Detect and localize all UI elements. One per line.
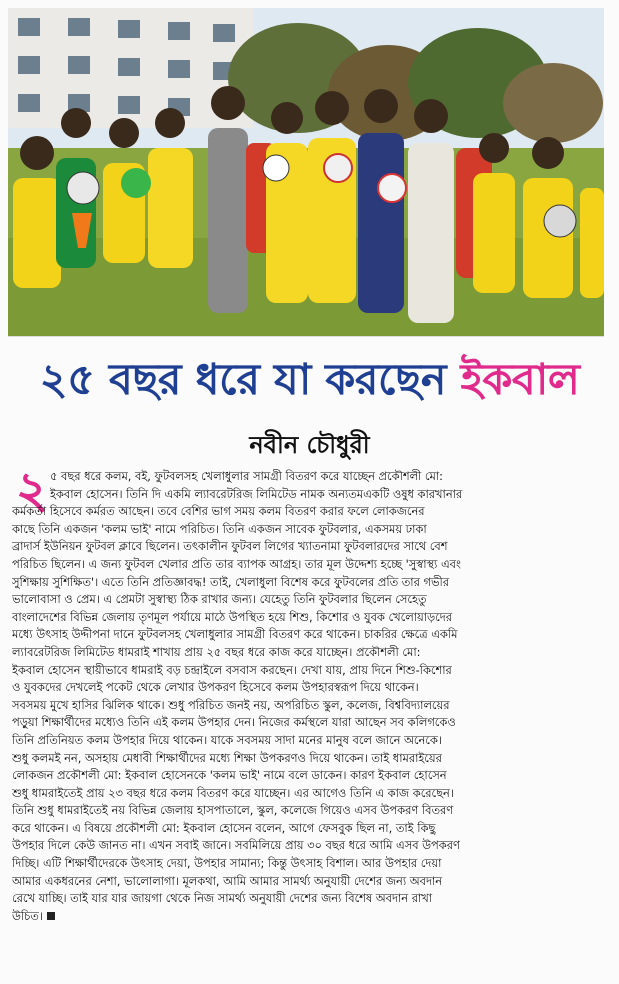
- headline-main: ২৫ বছর ধরে যা করছেন: [39, 355, 461, 405]
- article-line: ও যুবকদের দেখলেই পকেট থেকে লেখার উপকরণ হিসেবে কলম উপহারস্বরূপ দিয়ে থাকেন।: [12, 680, 419, 695]
- byline: নবীন চৌধুরী: [249, 430, 370, 459]
- article-line: করে থাকেন। এ বিষয়ে প্রকৌশলী মো: ইকবাল হোসেন বলেন, আগে ফেসবুক ছিল না, তাই কিছু: [12, 820, 436, 835]
- article-line: বাংলাদেশের বিভিন্ন জেলায় তৃণমূল পর্যায়ে মাঠে উপস্থিত হয়ে শিশু, কিশোর ও যুবক খেলোয়াড়দের: [12, 609, 452, 624]
- article-line: ভালোবাসা ও প্রেম। এ প্রেমটা সুস্বাস্থ্য ঠিক রাখার জন্য। যেহেতু তিনি ফুটবলার ছিলেন সেহেতু: [12, 592, 427, 607]
- article-line: পড়ুয়া শিক্ষার্থীদের মধ্যেও তিনি এই কলম উপহার দেন। নিজের কর্মস্থলে যারা আছেন সব কলিগকেও: [12, 715, 456, 730]
- article-line: মধ্যে উৎসাহ উদ্দীপনা দানে ফুটবলসহ খেলাধুলার সামগ্রী বিতরণ করে থাকেন। চাকরির ক্ষেত্রে একমি: [12, 627, 458, 642]
- article-line: শুধু ধামরাইতেই প্রায় ২৩ বছর ধরে কলম বিতরণ করে যাচ্ছেন। এর আগেও তিনি এ কাজ করেছেন।: [12, 785, 454, 800]
- article-line: উচিত।: [12, 908, 43, 923]
- article-line: ল্যাবরেটরিজ লিমিটেড ধামরাই শাখায় প্রায় ২৫ বছর ধরে কাজ করে যাচ্ছেন। প্রকৌশলী মো:: [12, 644, 421, 659]
- article-line: সুশিক্ষায় সুশিক্ষিত'। এতে তিনি প্রতিজ্ঞাবদ্ধ! তাই, খেলাধুলা বিশেষ করে ফুটবলের প্রতি তার গভীর: [12, 574, 449, 589]
- headline-accent: ইকবাল: [460, 355, 580, 405]
- article-line: শুধু কলমই নন, অসহায় মেধাবী শিক্ষার্থীদের মধ্যে শিক্ষা উপকরণও দিয়ে থাকেন। তাই ধামরাইয়ের: [12, 750, 442, 765]
- group-photo-illustration: [8, 8, 604, 336]
- article-line: রেখে যাচ্ছি। তাই যার যার জায়গা থেকে নিজ সামর্থ্য অনুযায়ী দেশের জন্য বিশেষ অবদান রাখা: [12, 891, 433, 906]
- end-of-article-mark: [47, 912, 55, 920]
- article-line: ৫ বছর ধরে কলম, বই, ফুটবলসহ খেলাধুলার সামগ্রী বিতরণ করে যাচ্ছেন প্রকৌশলী মো:: [50, 469, 444, 483]
- article-line: তিনি শুধু ধামরাইতেই নয় বিভিন্ন জেলায় হাসপাতালে, স্কুল, কলেজে গিয়েও এসব উপকরণ বিতরণ: [12, 803, 454, 818]
- article-last-line: [12, 908, 606, 926]
- article-line: কর্মকর্তা হিসেবে কর্মরত আছেন। তবে বেশির ভাগ সময় কলম বিতরণ করার ফলে লোকজনের: [12, 504, 425, 519]
- drop-cap: ২: [15, 460, 49, 519]
- article-line: পরিচিত ছিলেন। এ জন্য ফুটবল খেলার প্রতি তার ব্যাপক আগ্রহ। তার মূল উদ্দেশ্য হচ্ছে 'সুস্বাস্থ্য এবং: [12, 556, 461, 571]
- article-line: তিনি প্রতিনিয়ত কলম উপহার দিয়ে থাকেন। যাকে সবসময় সাদা মনের মানুষ বলে জানে অনেকে।: [12, 732, 442, 747]
- article-line: লোকজন প্রকৌশলী মো: ইকবাল হোসেনকে 'কলম ভাই' নামে বলে ডাকেন। কারণ ইকবাল হোসেন: [12, 768, 447, 783]
- article-line: আমার একধরনের নেশা, ভালোলাগা। মূলকথা, আমি আমার সামর্থ্য অনুযায়ী দেশের জন্য অবদান: [12, 873, 443, 888]
- article-line: ব্রাদার্স ইউনিয়ন ফুটবল ক্লাবে ছিলেন। তৎকালীন ফুটবল লিগের খ্যাতনামা ফুটবলারদের সাথে বেশ: [12, 539, 448, 554]
- article-line: ইকবাল হোসেন স্থায়ীভাবে ধামরাই বড় চন্দ্রাইলে বসবাস করছেন। দেখা যায়, প্রায় দিনে শিশু-কিশোর: [12, 662, 452, 677]
- article-line: সবসময় মুখে হাসির ঝিলিক থাকে। শুধু পরিচিত জনই নয়, অপরিচিত স্কুল, কলেজ, বিশ্ববিদ্যালয়ের: [12, 697, 450, 712]
- article-line: উপহার দিলে কেউ জানত না। এখন সবাই জানে। সবমিলিয়ে প্রায় ৩০ বছর ধরে আমি এসব উপকরণ: [12, 838, 460, 853]
- article-line: দিচ্ছি। এটি শিক্ষার্থীদেরকে উৎসাহ দেয়া, উপহার সামান্য; কিন্তু উৎসাহ বিশাল। আর উপহার দেয়া: [12, 856, 442, 871]
- article-body: [12, 468, 606, 978]
- article-line: কাছে তিনি একজন 'কলম ভাই' নামে পরিচিত। তিনি একজন সাবেক ফুটবলার, একসময় ঢাকা: [12, 521, 427, 536]
- article-line: ইকবাল হোসেন। তিনি দি একমি ল্যাবরেটরিজ লিমিটেড নামক অন্যতমএকটি ওষুধ কারখানার: [50, 486, 463, 501]
- headline: [6, 340, 613, 420]
- news-photo: [8, 8, 604, 337]
